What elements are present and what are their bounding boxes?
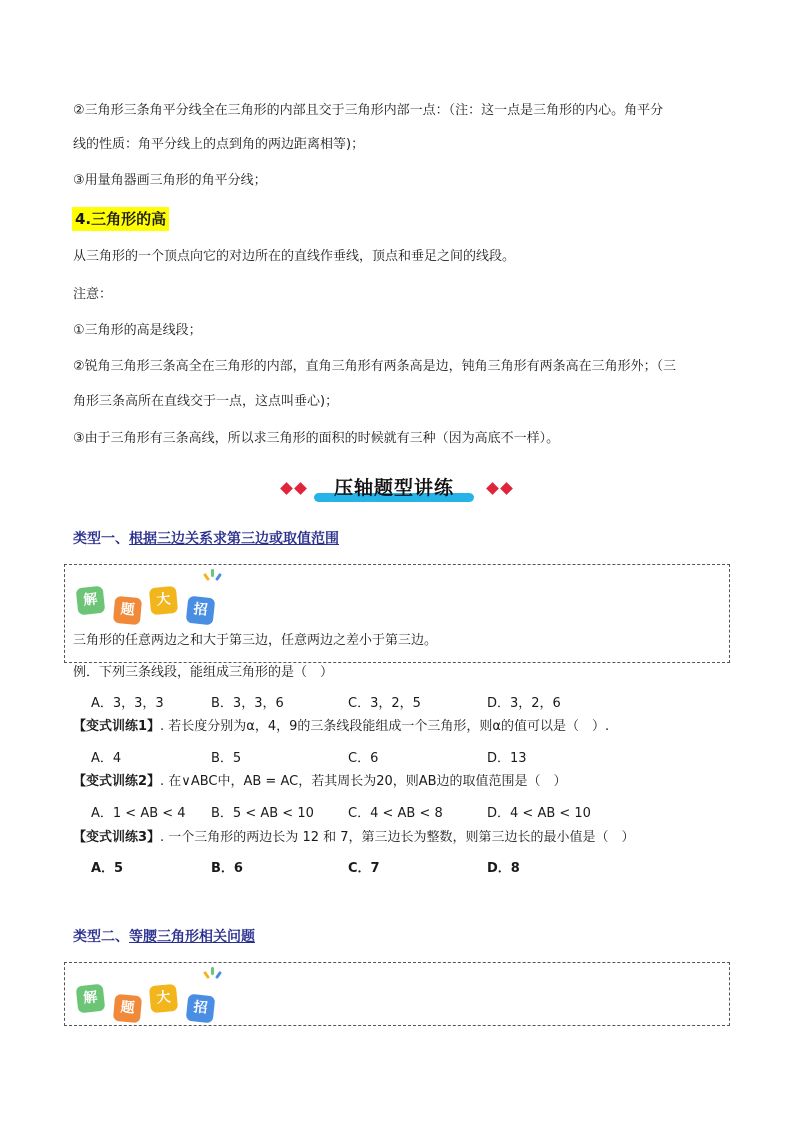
- variant-2-option-a: A．1 < AB < 4: [91, 806, 186, 821]
- banner-pill: [314, 474, 474, 504]
- badge-zhao: 招: [186, 994, 216, 1024]
- diamond-decoration-right: [486, 482, 513, 495]
- paragraph-note-3: ③由于三角形有三条高线，所以求三角形的面积的时候就有三种（因为高底不一样）。: [73, 431, 560, 446]
- tip-box-type-one: [64, 564, 730, 663]
- type-one-link[interactable]: 根据三边关系求第三边或取值范围: [129, 531, 339, 547]
- variant-2-option-d: D．4 < AB < 10: [487, 806, 591, 821]
- variant-3-option-a: A．5: [91, 861, 124, 876]
- badge-da: 大: [149, 984, 178, 1013]
- paragraph-altitude-definition: 从三角形的一个顶点向它的对边所在的直线作垂线，顶点和垂足之间的线段。: [73, 249, 516, 264]
- paragraph-angle-bisector-1: ②三角形三条角平分线全在三角形的内部且交于三角形内部一点：（注：这一点是三角形的内心。角平分: [73, 103, 664, 118]
- variant-2-option-c: C．4 < AB < 8: [348, 806, 443, 821]
- paragraph-note-2b: 角形三条高所在直线交于一点，这点叫垂心)；: [73, 394, 339, 409]
- tip-box-type-two: [64, 962, 730, 1026]
- variant-3-option-d: D．8: [487, 861, 520, 876]
- example-option-d: D．3，2，6: [487, 696, 561, 711]
- variant-2-label: 【变式训练2】: [73, 774, 161, 789]
- variant-3-option-c: C．7: [348, 861, 380, 876]
- spark-icon: [205, 569, 221, 583]
- variant-3-label: 【变式训练3】: [73, 830, 161, 845]
- tip-text: 三角形的任意两边之和大于第三边，任意两边之差小于第三边。: [73, 633, 438, 648]
- type-one-prefix: 类型一、: [73, 531, 129, 547]
- variant-1-label: 【变式训练1】: [73, 719, 161, 734]
- section-banner: [280, 474, 516, 506]
- variant-1-stem: [73, 718, 609, 736]
- type-two-prefix: 类型二、: [73, 929, 129, 945]
- paragraph-note-label: 注意：: [73, 287, 113, 302]
- variant-3-option-b: B．6: [211, 861, 243, 876]
- badge-ti: 题: [113, 596, 142, 625]
- variant-2-option-b: B．5 < AB < 10: [211, 806, 314, 821]
- example-option-b: B．3，3，6: [211, 696, 284, 711]
- variant-2-stem: [73, 773, 567, 791]
- variant-1-option-a: A．4: [91, 751, 122, 766]
- tip-badges-two: [77, 979, 227, 1017]
- diamond-decoration-left: [280, 482, 307, 495]
- paragraph-protractor: ③用量角器画三角形的角平分线；: [73, 173, 267, 188]
- badge-da: 大: [149, 586, 178, 615]
- variant-1-option-b: B．5: [211, 751, 242, 766]
- badge-zhao: 招: [186, 596, 216, 626]
- example-option-a: A．3，3，3: [91, 696, 164, 711]
- spark-icon: [205, 967, 221, 981]
- paragraph-note-1: ①三角形的高是线段；: [73, 323, 202, 338]
- variant-3-stem: [73, 829, 635, 847]
- variant-1-option-c: C．6: [348, 751, 379, 766]
- badge-jie: 解: [76, 984, 106, 1014]
- type-two-link[interactable]: 等腰三角形相关问题: [129, 929, 255, 945]
- type-one-title: [73, 528, 339, 548]
- badge-ti: 题: [113, 994, 142, 1023]
- tip-badges: [77, 581, 227, 619]
- section-heading-altitude: 4.三角形的高: [72, 207, 169, 231]
- variant-2-text: . 在∨ABC中，AB = AC，若其周长为20，则AB边的取值范围是（ ）: [160, 774, 567, 789]
- paragraph-note-2a: ②锐角三角形三条高全在三角形的内部，直角三角形有两条高是边，钝角三角形有两条高在三角形外；（三: [73, 359, 677, 374]
- badge-jie: 解: [76, 586, 106, 616]
- variant-3-text: . 一个三角形的两边长为 12 和 7，第三边长为整数，则第三边长的最小值是（ ）: [160, 830, 635, 845]
- banner-title: 压轴题型讲练: [333, 477, 454, 499]
- type-two-title: [73, 926, 255, 946]
- variant-1-option-d: D．13: [487, 751, 527, 766]
- variant-1-text: . 若长度分别为α，4，9的三条线段能组成一个三角形，则α的值可以是（ ）.: [160, 719, 610, 734]
- paragraph-angle-bisector-2: 线的性质：角平分线上的点到角的两边距离相等)；: [73, 137, 365, 152]
- example-stem: 例．下列三条线段，能组成三角形的是（ ）: [73, 665, 334, 680]
- example-option-c: C．3，2，5: [348, 696, 421, 711]
